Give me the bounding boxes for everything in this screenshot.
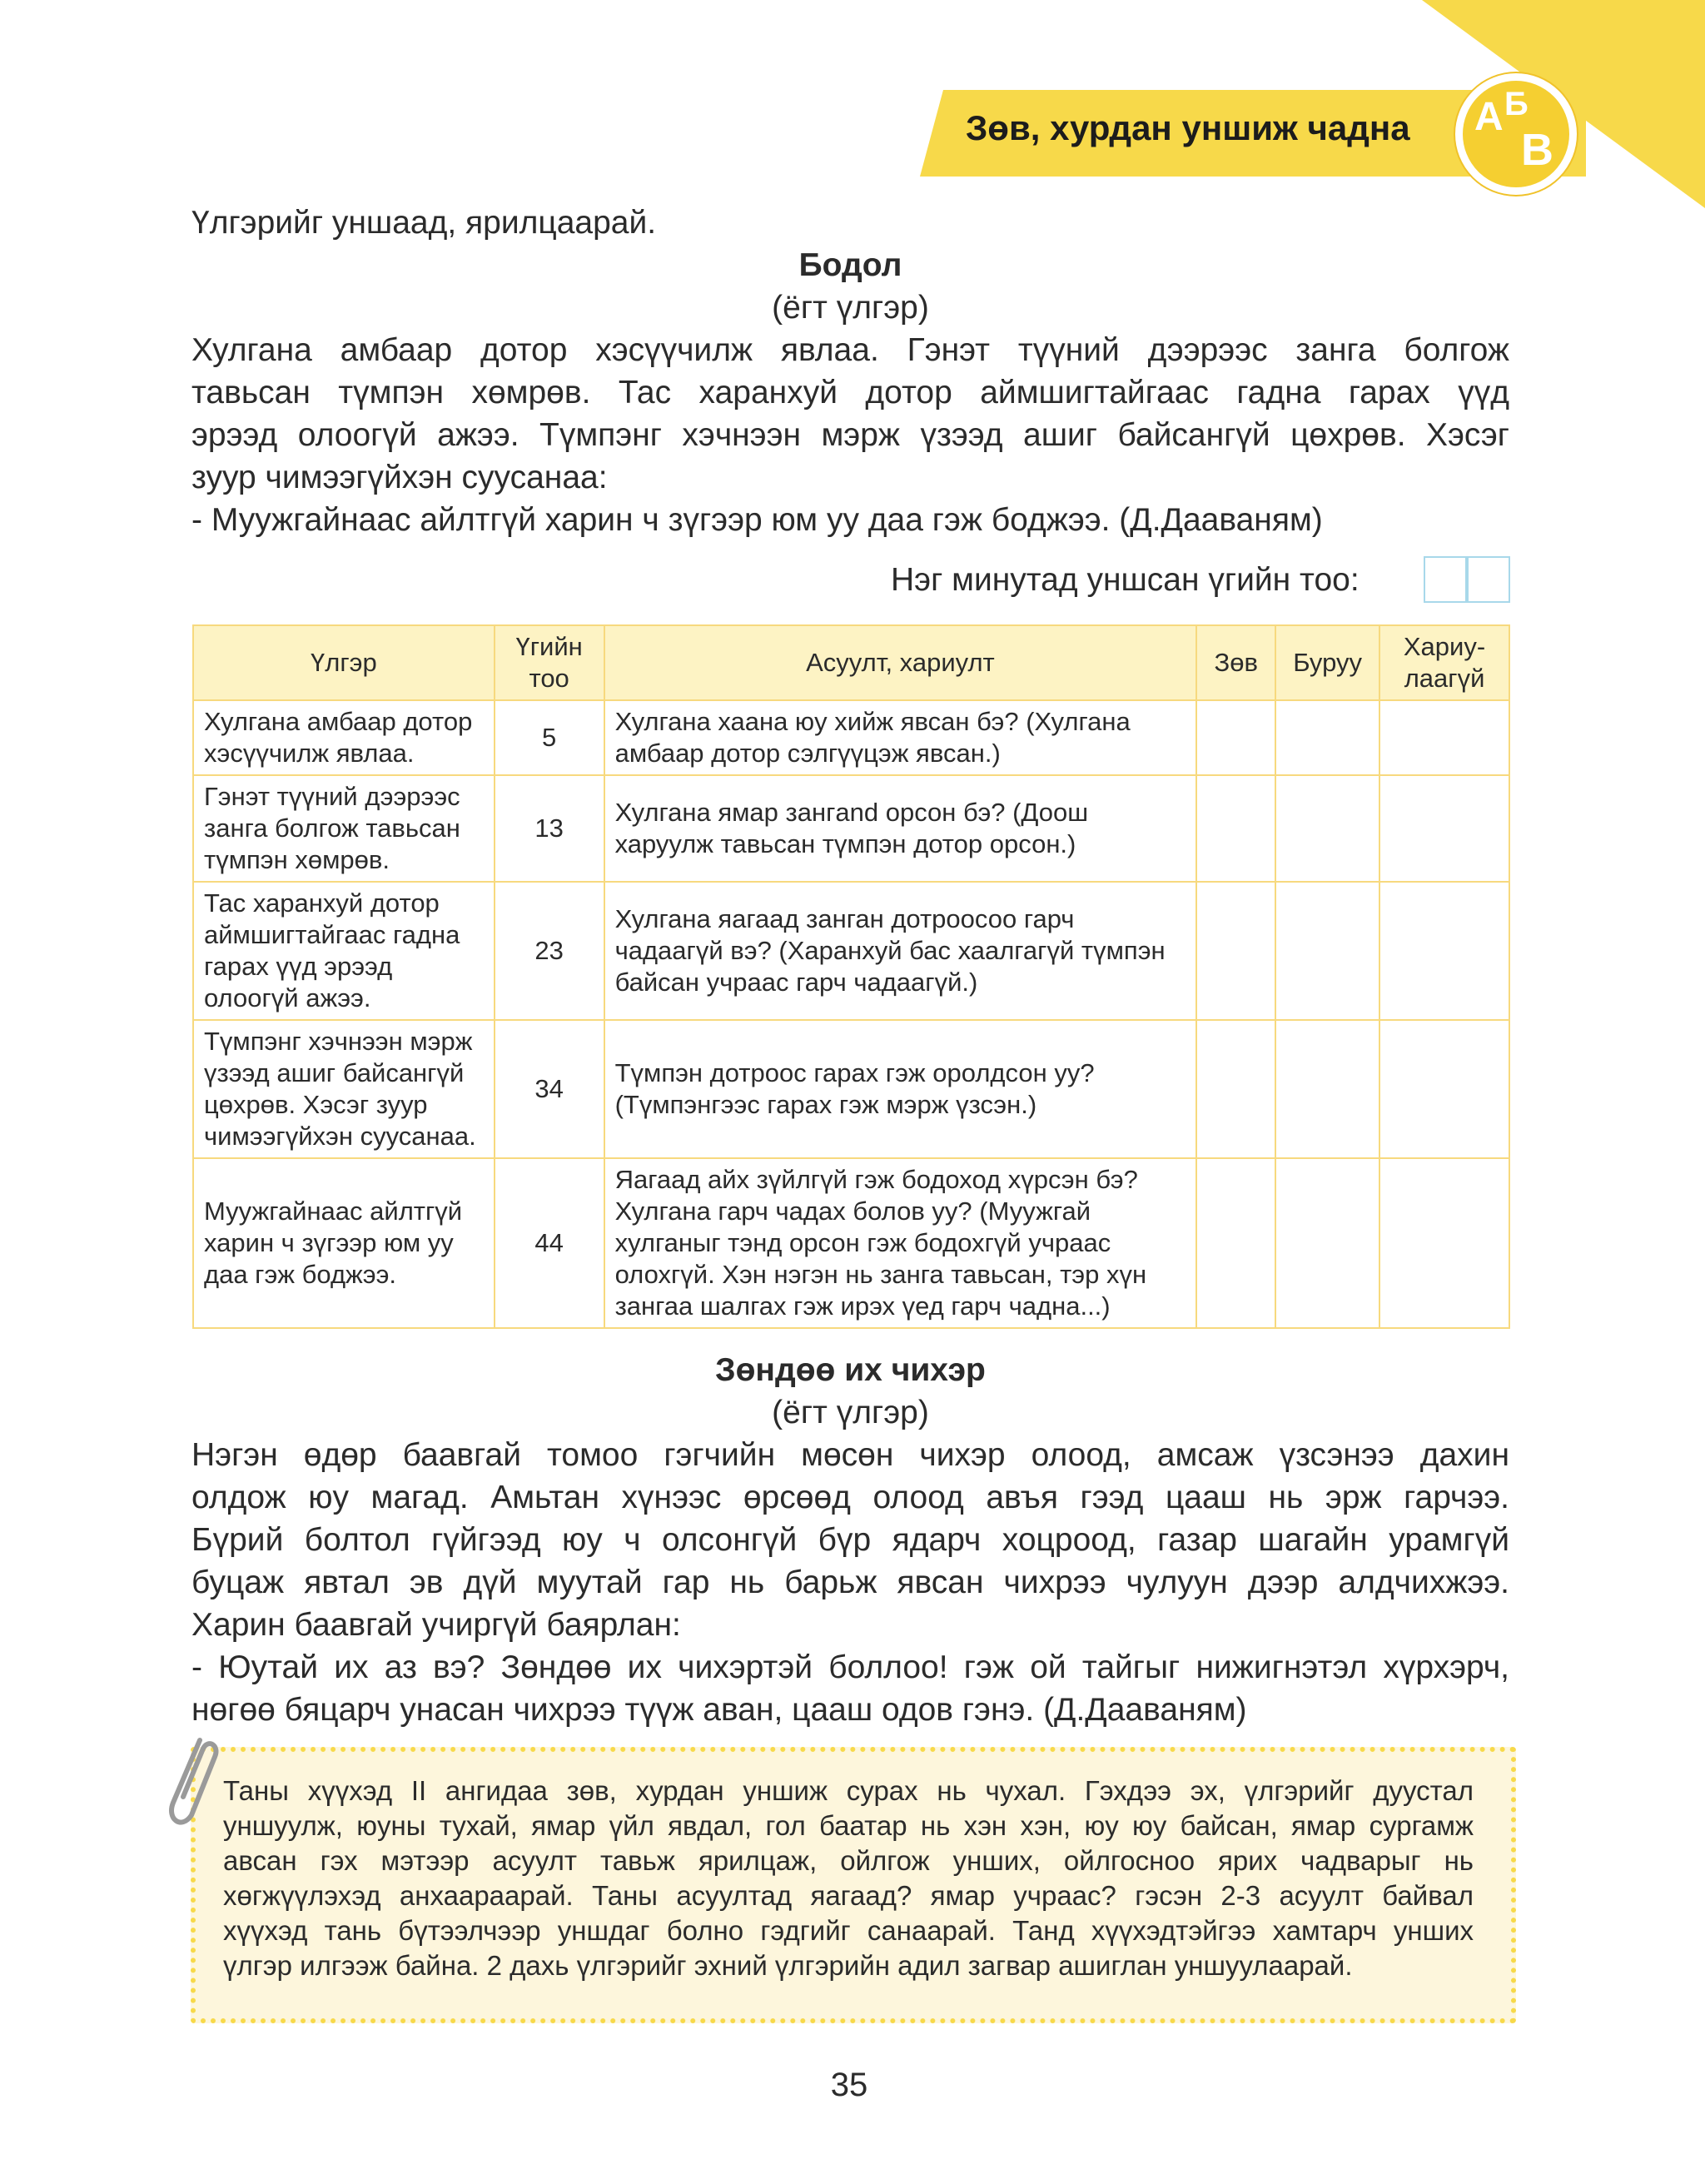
table-header-row — [193, 625, 1509, 700]
table-row — [193, 1020, 1509, 1158]
cell-no-answer[interactable] — [1379, 1020, 1509, 1158]
reading-comprehension-table — [192, 624, 1510, 1329]
cell-wrong[interactable] — [1275, 700, 1379, 775]
paperclip-icon — [157, 1724, 223, 1840]
table-row — [193, 1158, 1509, 1328]
story1-subtitle: (ёгт үлгэр) — [772, 290, 929, 326]
cell-wrong[interactable] — [1275, 882, 1379, 1020]
header-qa: Асуулт, хариулт — [604, 625, 1197, 700]
cell-no-answer[interactable] — [1379, 882, 1509, 1020]
story1-line: - Муужгайнаас айлтгүй харин ч зүгээр юм уу даа гэж боджээ. (Д.Дааваням) — [191, 502, 1323, 538]
header-wrong: Буруу — [1275, 625, 1379, 700]
header-no-answer: Хариу- лаагүй — [1379, 625, 1509, 700]
word-count-box-tens[interactable] — [1424, 556, 1469, 603]
cell-no-answer[interactable] — [1379, 1158, 1509, 1328]
table-row — [193, 775, 1509, 882]
row-story: Түмпэнг хэчнээн мэрж үзээд ашиг байсангүй цөхрөв. Хэсэг зуур чимээгүйхэн суусанаа. — [193, 1020, 495, 1158]
row-word-count: 44 — [495, 1158, 604, 1328]
cell-correct[interactable] — [1196, 775, 1275, 882]
header-story: Үлгэр — [193, 625, 495, 700]
row-story: Хулгана амбаар дотор хэсүүчилж явлаа. — [193, 700, 495, 775]
section-title: Зөв, хурдан уншиж чадна — [966, 108, 1410, 147]
story2-line: Бүрий болтол гүйгээд юу ч олсонгүй бүр ядарч хоцроод, газар шагайн урамгүй — [191, 1522, 1509, 1558]
row-qa: Хулгана хаана юу хийж явсан бэ? (Хулгана амбаар дотор сэлгүүцэж явсан.) — [604, 700, 1197, 775]
cell-no-answer[interactable] — [1379, 700, 1509, 775]
cell-correct[interactable] — [1196, 1020, 1275, 1158]
note-line: Таны хүүхэд II ангидаа зөв, хурдан уншиж сурах нь чухал. Гэхдээ эх, үлгэрийг дуустал — [223, 1775, 1474, 1806]
note-line: авсан гэх мэтээр асуулт тавьж ярилцаж, ойлгож унших, ойлгосноо ярих чадварыг нь — [223, 1845, 1474, 1876]
story2-line: Харин баавгай учиргүй баярлан: — [191, 1607, 681, 1643]
badge-letter-b: Б — [1504, 86, 1529, 122]
story2-line: Нэгэн өдөр баавгай томоо гэгчийн мөсөн чихэр олоод, амсаж үзсэнээ дахин — [191, 1437, 1509, 1473]
row-word-count: 13 — [495, 775, 604, 882]
row-qa: Түмпэн дотроос гарах гэж оролдсон уу? (Түмпэнгээс гарах гэж мэрж үзсэн.) — [604, 1020, 1197, 1158]
story1-line: Хулгана амбаар дотор хэсүүчилж явлаа. Гэнэт түүний дээрээс занга болгож — [191, 332, 1509, 368]
row-story: Муужгайнаас айлтгүй харин ч зүгээр юм уу даа гэж боджээ. — [193, 1158, 495, 1328]
intro-instruction: Үлгэрийг уншаад, ярилцаарай. — [191, 205, 657, 241]
table-row — [193, 700, 1509, 775]
row-qa: Хулгана яагаад занган дотроосоо гарч чадаагүй вэ? (Харанхуй бас хаалгагүй түмпэн байсан учраас гарч чадаагүй.) — [604, 882, 1197, 1020]
story2-body — [191, 1434, 1509, 1731]
page-number: 35 — [830, 2067, 868, 2103]
story1-line: эрээд олоогүй ажээ. Түмпэнг хэчнээн мэрж үзээд ашиг байсангүй цөхрөв. Хэсэг — [191, 417, 1509, 453]
cell-correct[interactable] — [1196, 700, 1275, 775]
row-word-count: 23 — [495, 882, 604, 1020]
row-qa: Хулгана ямар зангand орсон бэ? (Доош харуулж тавьсан түмпэн дотор орсон.) — [604, 775, 1197, 882]
badge-letter-v: В — [1521, 125, 1553, 175]
story2-subtitle: (ёгт үлгэр) — [772, 1395, 929, 1430]
table-row — [193, 882, 1509, 1020]
note-line: хүүхэд тань бүтээлчээр уншдаг болно гэдгийг санаарай. Танд хүүхэдтэйгээ хамтарч унших — [223, 1915, 1474, 1946]
story2-title: Зөндөө их чихэр — [715, 1352, 986, 1388]
story1-title: Бодол — [798, 247, 902, 283]
cell-correct[interactable] — [1196, 1158, 1275, 1328]
row-word-count: 34 — [495, 1020, 604, 1158]
cell-wrong[interactable] — [1275, 775, 1379, 882]
story1-body — [191, 329, 1509, 541]
row-qa: Яагаад айх зүйлгүй гэж бодоход хүрсэн бэ? Хулгана гарч чадах болов уу? (Муужгай хулганыг тэнд орсон гэж бодохгүй учраас олохгүй. Хэн нэгэн нь занга тавьсан, тэр хүн зангаа шалгах гэж ирэх үед гарч чадна...) — [604, 1158, 1197, 1328]
cell-no-answer[interactable] — [1379, 775, 1509, 882]
cell-correct[interactable] — [1196, 882, 1275, 1020]
badge-letter-a: А — [1474, 95, 1504, 139]
story2-line: буцаж явтал эв дүй муутай гар нь барьж явсан чихрээ чулуун дээр алдчихжээ. — [191, 1565, 1509, 1600]
parent-note-text — [223, 1774, 1474, 1983]
story1-line: зуур чимээгүйхэн суусанаа: — [191, 460, 608, 495]
story2-line: - Юутай их аз вэ? Зөндөө их чихэртэй боллоо! гэж ой тайгыг нижигнэтэл хүрхэрч, — [191, 1649, 1509, 1685]
cell-wrong[interactable] — [1275, 1020, 1379, 1158]
row-story: Гэнэт түүний дээрээс занга болгож тавьсан түмпэн хөмрөв. — [193, 775, 495, 882]
word-count-label: Нэг минутад уншсан үгийн тоо: — [891, 562, 1360, 598]
word-count-box-ones[interactable] — [1465, 556, 1510, 603]
row-story: Тас харанхуй дотор аймшигтайгаас гадна гарах үүд эрээд олоогүй ажээ. — [193, 882, 495, 1020]
note-line: үлгэр илгээж байна. 2 дахь үлгэрийг эхний үлгэрийн адил загвар ашиглан уншуулаарай. — [223, 1950, 1353, 1981]
cell-wrong[interactable] — [1275, 1158, 1379, 1328]
row-word-count: 5 — [495, 700, 604, 775]
abv-badge-icon — [1455, 73, 1577, 195]
story2-line: нөгөө бяцарч унасан чихрээ түүж аван, цааш одов гэнэ. (Д.Дааваням) — [191, 1692, 1247, 1728]
note-line: уншуулж, юуны тухай, ямар үйл явдал, гол баатар нь хэн хэн, юу юу байсан, ямар сургамж — [223, 1810, 1474, 1841]
story2-line: олдож юу магад. Амьтан хүнээс өрсөөд олоод авъя гээд цааш нь эрж гарчээ. — [191, 1480, 1509, 1515]
header-correct: Зөв — [1196, 625, 1275, 700]
story1-line: тавьсан түмпэн хөмрөв. Тас харанхуй дотор аймшигтайгаас гадна гарах үүд — [191, 375, 1509, 410]
note-line: хөгжүүлэхэд анхаараарай. Таны асуултад яагаад? ямар учраас? гэсэн 2-3 асуулт байвал — [223, 1880, 1474, 1911]
header-word-count: Үгийн тоо — [495, 625, 604, 700]
